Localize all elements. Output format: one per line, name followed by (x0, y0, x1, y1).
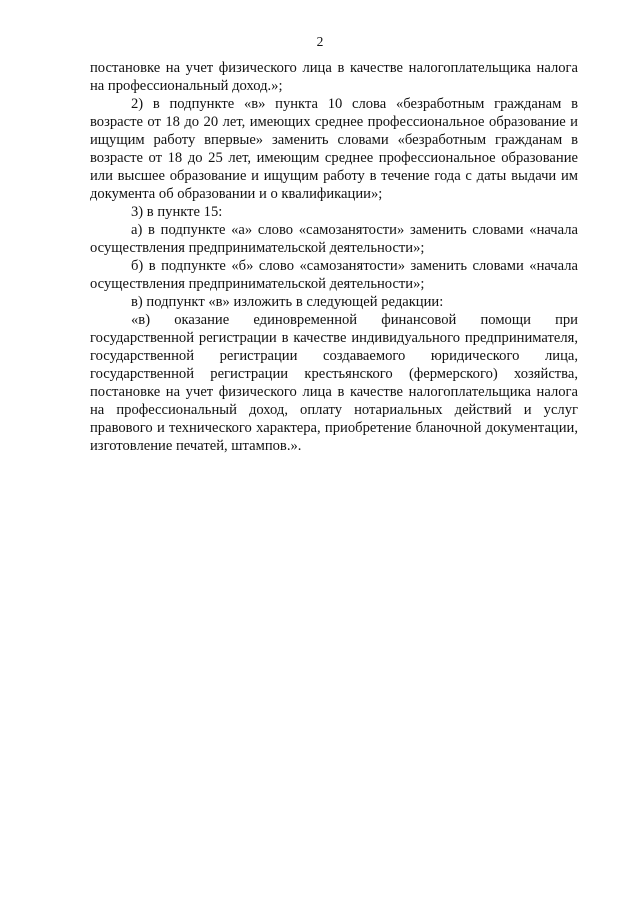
page-number: 2 (316, 34, 324, 49)
paragraph-item-3a: а) в подпункте «а» слово «самозанятости» заменить словами «начала осуществления предпринимательской деятельности»; (90, 222, 578, 256)
paragraph-new-wording: «в) оказание единовременной финансовой помощи при государственной регистрации в качестве индивидуального предпринимателя, государственной регистрации создаваемого юридического лица, государственной регистрации крестьянского (фермерского) хозяйства, постановке на учет физического лица в качестве налогоплательщика налога на профессиональный доход, оплату нотариальных действий и услуг правового и технического характера, приобретение бланочной документации, изготовление печатей, штампов.». (90, 312, 578, 454)
paragraph-continuation: постановке на учет физического лица в качестве налогоплательщика налога на профессиональный доход.»; (90, 60, 578, 94)
paragraph-item-3b: б) в подпункте «б» слово «самозанятости» заменить словами «начала осуществления предпринимательской деятельности»; (90, 258, 578, 292)
paragraph-item-2: 2) в подпункте «в» пункта 10 слова «безработным гражданам в возрасте от 18 до 20 лет, имеющих среднее профессиональное образование и ищущим работу впервые» заменить словами «безработным гражданам в возрасте от 18 до 25 лет, имеющим среднее профессиональное образование или высшее образование и ищущим работу в течение года с даты выдачи им документа об образовании и о квалификации»; (90, 96, 578, 202)
document-body (90, 59, 578, 455)
paragraph-item-3v: в) подпункт «в» изложить в следующей редакции: (131, 294, 444, 310)
paragraph-item-3: 3) в пункте 15: (131, 204, 223, 220)
